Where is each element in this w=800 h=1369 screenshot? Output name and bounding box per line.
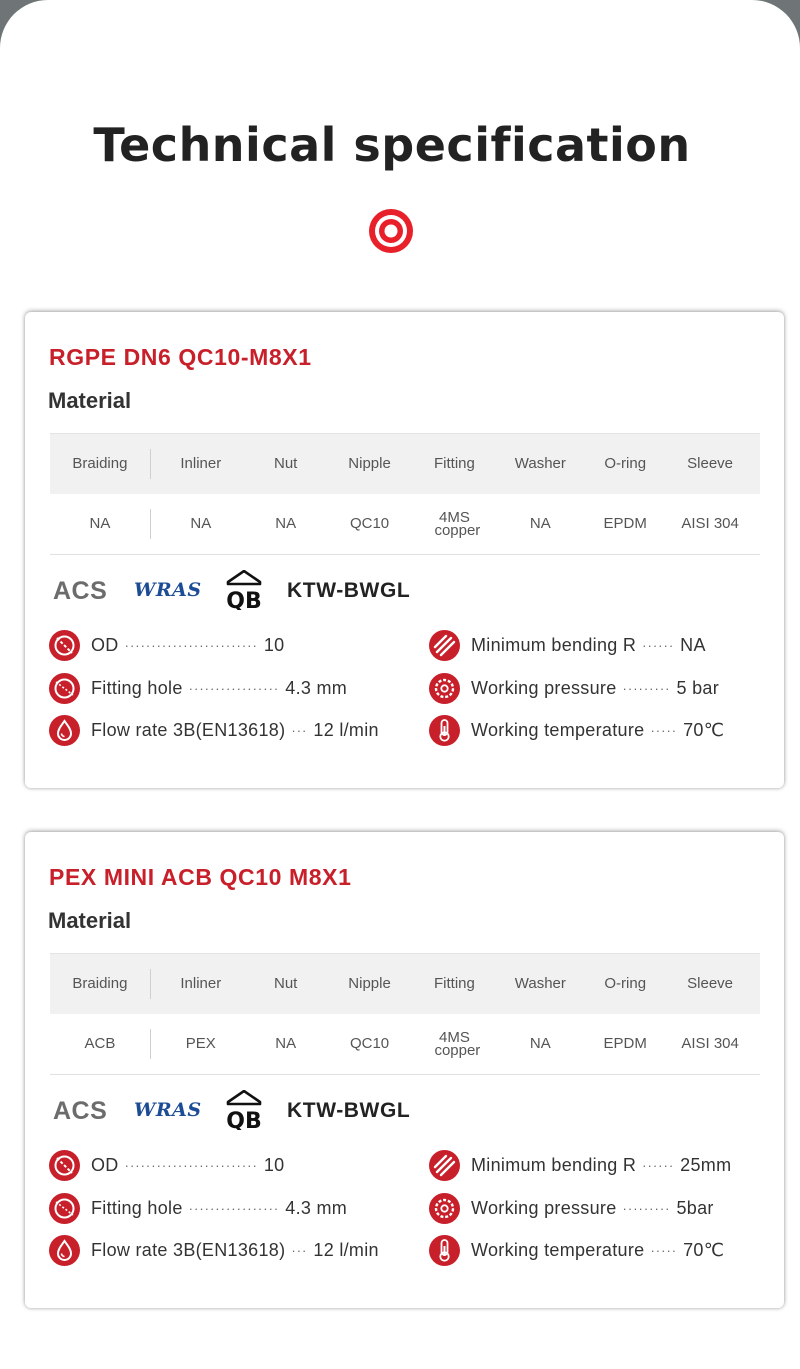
material-header-cell: O-ring <box>604 975 647 992</box>
material-value-cell <box>418 511 490 537</box>
material-header-cell: Braiding <box>50 969 151 999</box>
spec-item <box>49 715 379 745</box>
material-value-cell: NA <box>50 509 151 539</box>
material-header-cell: Nut <box>274 975 298 992</box>
spec-value: NA <box>680 634 706 655</box>
spec-label: Minimum bending R <box>471 634 637 655</box>
material-value-row <box>50 1014 760 1075</box>
spec-value: 10 <box>263 634 285 655</box>
material-value-cell: NA <box>190 515 212 532</box>
flow-rate-icon <box>49 715 80 746</box>
material-header-row <box>50 953 760 1014</box>
material-header-cell: Sleeve <box>687 975 734 992</box>
material-value-cell: NA <box>275 515 297 532</box>
material-header-row <box>50 433 760 494</box>
material-value-cell: NA <box>529 1035 551 1052</box>
spec-leader-dots: ··· <box>291 722 308 738</box>
material-value-cell: AISI 304 <box>681 515 739 532</box>
material-value-cell: PEX <box>185 1035 216 1052</box>
material-value-cell: NA <box>275 1035 297 1052</box>
material-value-cell: ACB <box>50 1029 151 1059</box>
bending-radius-icon <box>429 630 460 661</box>
material-table <box>50 953 760 1075</box>
fitting-hole-icon <box>49 1193 80 1224</box>
spec-label: Minimum bending R <box>471 1154 637 1175</box>
pressure-gear-icon <box>429 673 460 704</box>
material-value-text: 4MS copper <box>434 509 481 539</box>
svg-text:QB: QB <box>226 589 262 610</box>
pressure-gear-icon <box>429 1193 460 1224</box>
material-header-cell: Nut <box>274 455 298 472</box>
spec-card-2 <box>25 832 784 1308</box>
material-header-cell: O-ring <box>604 455 647 472</box>
spec-value: 70℃ <box>683 719 725 740</box>
spec-leader-dots: ····· <box>650 1242 678 1258</box>
spec-label: Flow rate 3B(EN13618) <box>91 1239 286 1260</box>
material-value-cell: QC10 <box>349 1035 390 1052</box>
material-value-text: 4MS copper <box>434 1029 481 1059</box>
acs-logo: ACS <box>53 1097 108 1125</box>
spec-item <box>49 1193 347 1223</box>
spec-value: 5 bar <box>676 677 720 698</box>
material-header-cell: Washer <box>514 975 566 992</box>
wras-logo: WRAS <box>134 579 202 601</box>
material-header-cell: Inliner <box>180 455 222 472</box>
product-title: RGPE DN6 QC10-M8X1 <box>49 344 312 370</box>
thermometer-icon <box>429 1235 460 1266</box>
spec-value: 4.3 mm <box>285 677 348 698</box>
flow-rate-icon <box>49 1235 80 1266</box>
spec-card-1 <box>25 312 784 788</box>
spec-value: 25mm <box>680 1154 732 1175</box>
spec-label: OD <box>91 1154 119 1175</box>
material-header-cell: Nipple <box>348 975 391 992</box>
spec-label: Working pressure <box>471 1197 617 1218</box>
spec-item <box>49 1235 379 1265</box>
material-value-cell: QC10 <box>349 515 390 532</box>
material-heading: Material <box>48 388 132 413</box>
spec-leader-dots: ················· <box>188 680 280 696</box>
spec-item <box>429 1193 714 1223</box>
acs-logo: ACS <box>53 577 108 605</box>
bending-radius-icon <box>429 1150 460 1181</box>
spec-value: 10 <box>263 1154 285 1175</box>
material-header-cell: Sleeve <box>687 455 734 472</box>
qb-logo <box>226 570 262 610</box>
material-value-row <box>50 494 760 555</box>
spec-item <box>429 630 706 660</box>
spec-item <box>49 673 347 703</box>
material-heading: Material <box>48 908 132 933</box>
spec-value: 12 l/min <box>313 1239 379 1260</box>
spec-leader-dots: ····· <box>650 722 678 738</box>
ktw-bwgl-logo: KTW-BWGL <box>287 579 411 602</box>
spec-value: 4.3 mm <box>285 1197 348 1218</box>
spec-label: Flow rate 3B(EN13618) <box>91 719 286 740</box>
material-header-cell: Inliner <box>180 975 222 992</box>
certifications <box>53 570 453 610</box>
ktw-bwgl-logo: KTW-BWGL <box>287 1099 411 1122</box>
spec-leader-dots: ··· <box>291 1242 308 1258</box>
material-value-cell <box>418 1031 490 1057</box>
material-value-cell: NA <box>529 515 551 532</box>
svg-text:QB: QB <box>226 1109 262 1130</box>
spec-label: Working temperature <box>471 719 645 740</box>
spec-label: OD <box>91 634 119 655</box>
spec-leader-dots: ························· <box>124 637 258 653</box>
spec-leader-dots: ········· <box>622 680 671 696</box>
spec-label: Fitting hole <box>91 1197 183 1218</box>
spec-item <box>429 1150 731 1180</box>
spec-leader-dots: ······ <box>642 637 675 653</box>
material-header-cell: Washer <box>514 455 566 472</box>
material-header-cell: Nipple <box>348 455 391 472</box>
material-value-cell: AISI 304 <box>681 1035 739 1052</box>
spec-label: Fitting hole <box>91 677 183 698</box>
material-header-cell: Fitting <box>434 455 475 472</box>
spec-label: Working pressure <box>471 677 617 698</box>
spec-leader-dots: ········· <box>622 1200 671 1216</box>
wras-logo: WRAS <box>134 1099 202 1121</box>
spec-value: 5bar <box>676 1197 714 1218</box>
material-header-cell: Fitting <box>434 975 475 992</box>
spec-value: 12 l/min <box>313 719 379 740</box>
product-title: PEX MINI ACB QC10 M8X1 <box>49 864 352 890</box>
spec-label: Working temperature <box>471 1239 645 1260</box>
material-value-cell: EPDM <box>603 1035 647 1052</box>
page-title: Technical specification <box>93 118 691 172</box>
material-value-cell: EPDM <box>603 515 647 532</box>
od-icon <box>49 630 80 661</box>
spec-leader-dots: ······ <box>642 1157 675 1173</box>
certifications <box>53 1090 453 1130</box>
od-icon <box>49 1150 80 1181</box>
spec-item <box>49 630 284 660</box>
title-target-icon <box>369 209 413 253</box>
qb-logo <box>226 1090 262 1130</box>
spec-value: 70℃ <box>683 1239 725 1260</box>
spec-leader-dots: ························· <box>124 1157 258 1173</box>
spec-leader-dots: ················· <box>188 1200 280 1216</box>
spec-item <box>429 715 724 745</box>
thermometer-icon <box>429 715 460 746</box>
material-header-cell: Braiding <box>50 449 151 479</box>
spec-item <box>429 673 719 703</box>
spec-item <box>49 1150 284 1180</box>
spec-item <box>429 1235 724 1265</box>
fitting-hole-icon <box>49 673 80 704</box>
material-table <box>50 433 760 555</box>
